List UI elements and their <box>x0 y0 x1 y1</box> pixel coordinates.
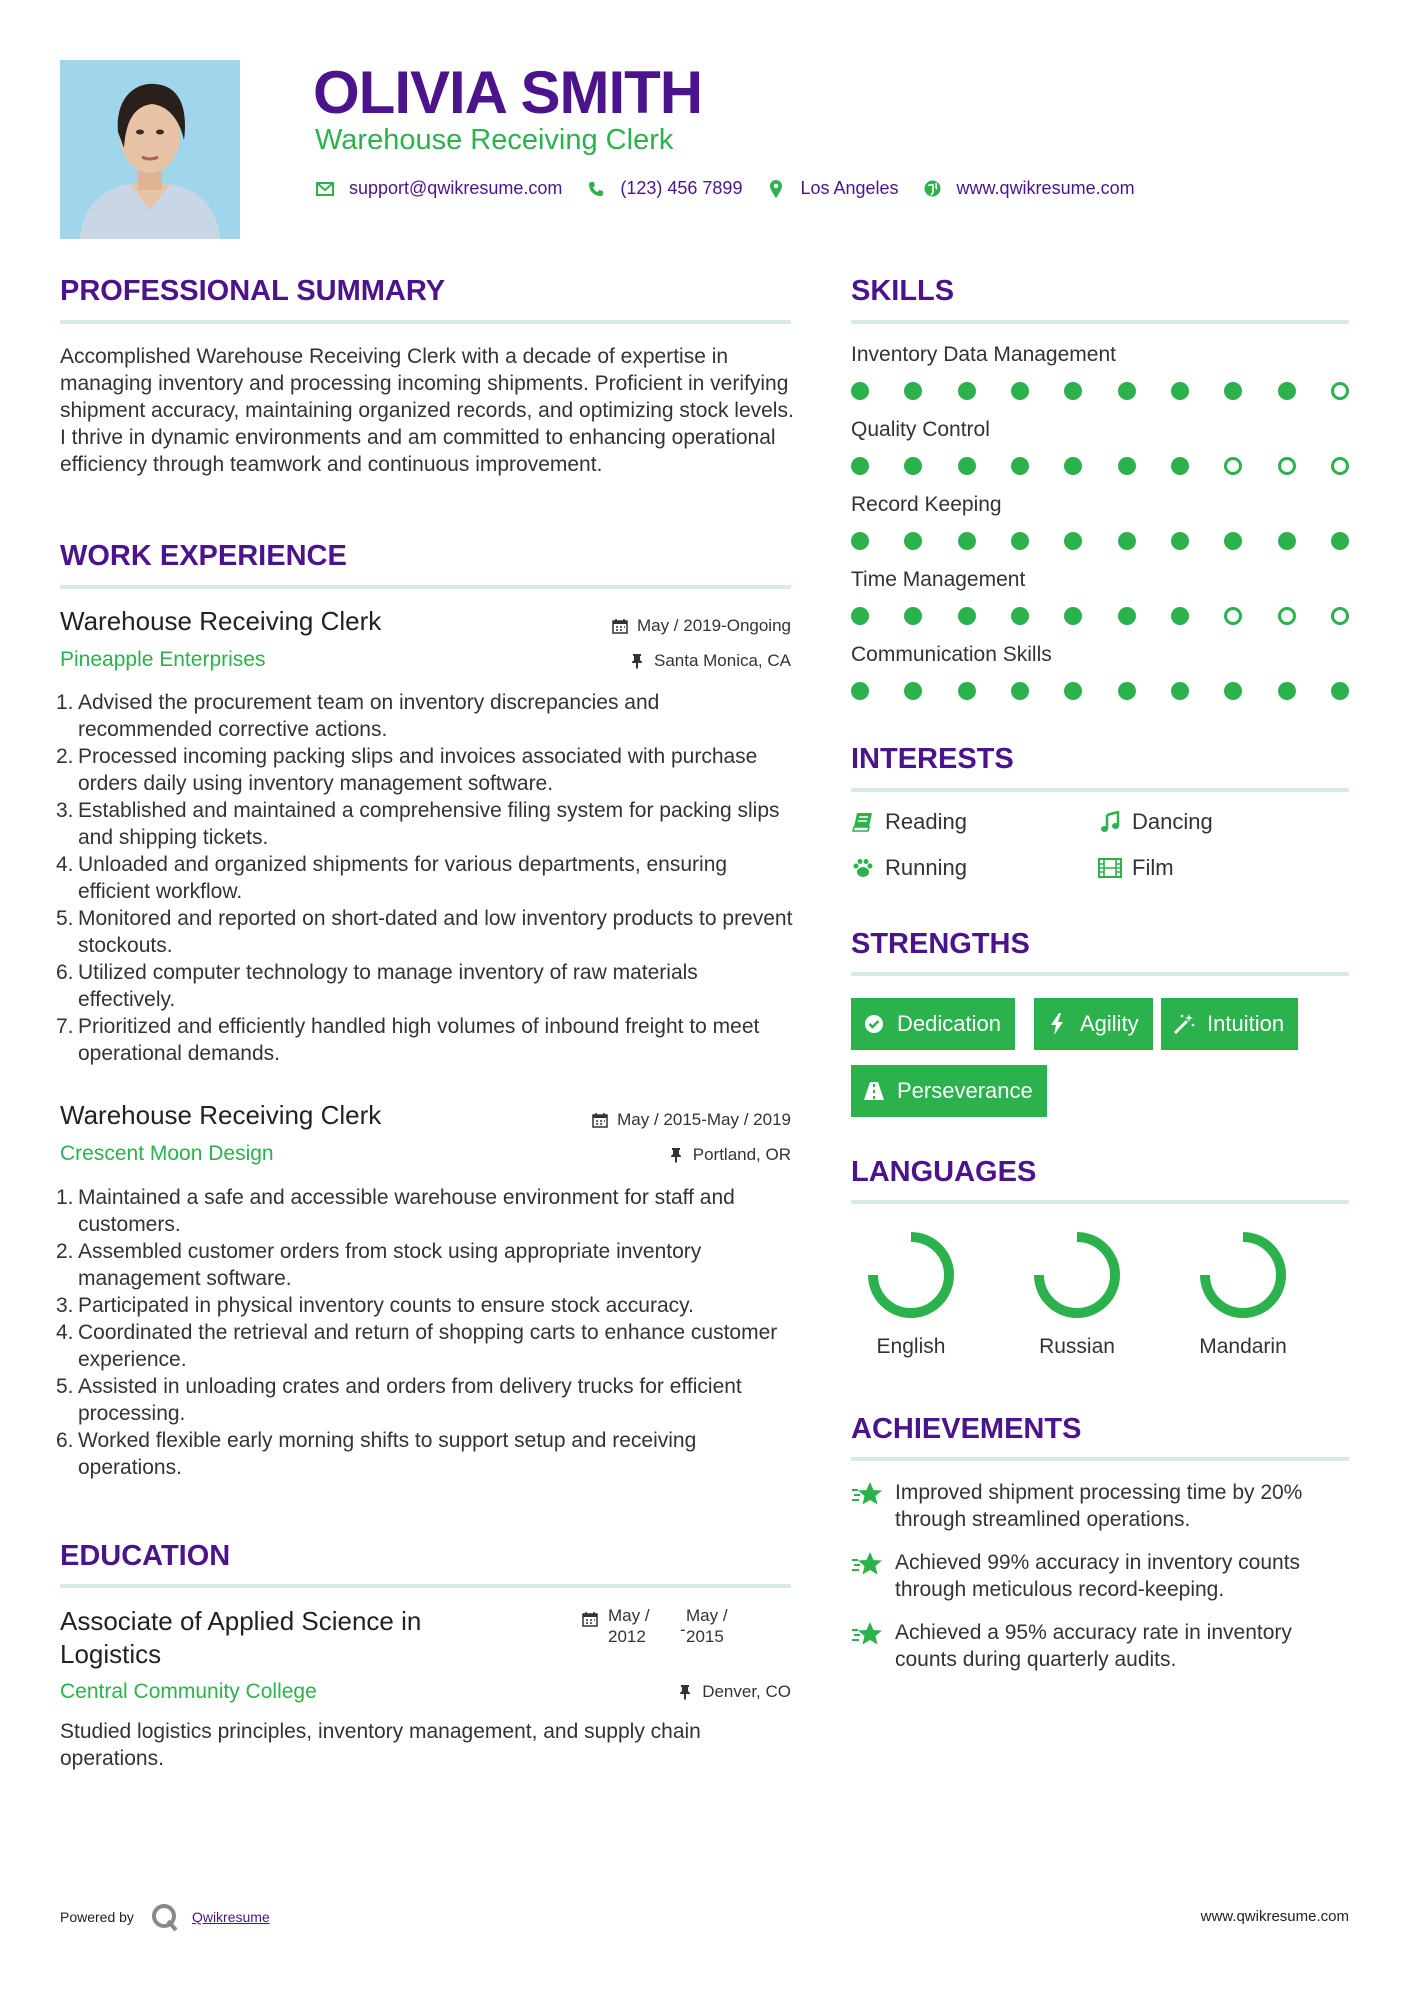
footer-powered-by <box>60 1902 270 1932</box>
footer-website[interactable]: www.qwikresume.com <box>1200 1908 1349 1925</box>
education-location <box>676 1682 791 1702</box>
language-item <box>1012 1225 1142 1359</box>
skill-dot-filled <box>1011 682 1029 700</box>
phone-text: (123) 456 7899 <box>620 178 743 198</box>
skill-dot-filled <box>1224 382 1242 400</box>
skill-dot-filled <box>851 532 869 550</box>
job-dates <box>611 616 791 636</box>
list-item: 5. Assisted in unloading crates and orders from delivery trucks for efficient processing. <box>56 1375 742 1425</box>
skill-dot-filled <box>1278 382 1296 400</box>
portrait-image <box>60 60 240 239</box>
candidate-name: OLIVIA SMITH <box>313 59 703 126</box>
interest-item <box>851 855 967 881</box>
language-item <box>846 1225 976 1359</box>
list-item: 5. Monitored and reported on short-dated and low inventory products to prevent stockouts. <box>56 907 793 957</box>
summary-heading: PROFESSIONAL SUMMARY <box>60 275 446 307</box>
skill-dot-filled <box>1171 682 1189 700</box>
skill-dot-filled <box>1011 382 1029 400</box>
language-label: Russian <box>1039 1335 1115 1358</box>
skill-dot-filled <box>1171 382 1189 400</box>
degree-line: Logistics <box>60 1639 162 1669</box>
skill-rating <box>851 606 1349 626</box>
skill-dot-filled <box>1224 532 1242 550</box>
skill-dot-filled <box>904 682 922 700</box>
music-note-icon <box>1098 810 1122 834</box>
contact-phone[interactable] <box>586 178 742 199</box>
list-item: 2. Processed incoming packing slips and invoices associated with purchase orders daily using inventory management software. <box>56 745 758 795</box>
achievements-heading: ACHIEVEMENTS <box>851 1413 1082 1445</box>
skill-dot-filled <box>1064 682 1082 700</box>
powered-by-text: Powered by <box>60 1909 134 1925</box>
contact-bar <box>315 178 1159 199</box>
achievement-text: Improved shipment processing time by 20% through streamlined operations. <box>895 1481 1303 1531</box>
calendar-icon <box>611 617 629 635</box>
list-item: 2. Assembled customer orders from stock using appropriate inventory management software. <box>56 1240 702 1290</box>
achievement-text: Achieved 99% accuracy in inventory counts through meticulous record-keeping. <box>895 1551 1301 1601</box>
skill-dot-filled <box>1278 532 1296 550</box>
list-item: 3. Established and maintained a comprehensive filing system for packing slips and shipping tickets. <box>56 799 780 849</box>
strengths-divider <box>851 972 1349 976</box>
skill-dot-filled <box>1064 457 1082 475</box>
job-title: Warehouse Receiving Clerk <box>60 1100 382 1130</box>
skill-dot-filled <box>851 682 869 700</box>
language-progress-arc <box>1205 1237 1281 1313</box>
job-company: Pineapple Enterprises <box>60 648 266 671</box>
skill-dot-filled <box>851 382 869 400</box>
list-item: 6. Worked flexible early morning shifts to support setup and receiving operations. <box>56 1429 697 1479</box>
skill-dot-empty <box>1331 457 1349 475</box>
calendar-icon <box>582 1611 600 1629</box>
summary-text: Accomplished Warehouse Receiving Clerk with a decade of expertise in managing inventory and processing incoming shipments. Proficient in verifying shipment accuracy, maintaining organized records, and optimizing stock levels. I thrive in dynamic environments and am committed to enhancing operational efficiency through teamwork and continuous improvement. <box>60 345 794 476</box>
job-responsibilities <box>56 1184 796 1481</box>
list-item: 1. Advised the procurement team on inventory discrepancies and recommended corrective actions. <box>56 691 660 741</box>
list-item: 4. Unloaded and organized shipments for various departments, ensuring efficient workflow. <box>56 853 728 903</box>
skill-dot-filled <box>958 682 976 700</box>
contact-website[interactable] <box>923 178 1135 199</box>
location-text: Los Angeles <box>800 178 899 198</box>
interest-item <box>1098 855 1174 881</box>
skill-dot-filled <box>1171 607 1189 625</box>
list-item: 3. Participated in physical inventory counts to ensure stock accuracy. <box>56 1294 694 1317</box>
skill-dot-filled <box>1118 682 1136 700</box>
list-item: 4. Coordinated the retrieval and return of shopping carts to enhance customer experience. <box>56 1321 778 1371</box>
skill-dot-filled <box>1118 382 1136 400</box>
skill-dot-filled <box>851 607 869 625</box>
skills-divider <box>851 320 1349 324</box>
job-location <box>628 651 791 671</box>
language-progress-arc <box>1039 1237 1115 1313</box>
skill-dot-empty <box>1224 607 1242 625</box>
qwikresume-link[interactable]: Qwikresume <box>191 1909 270 1925</box>
interest-label: Film <box>1132 855 1174 880</box>
job-location-text: Portland, OR <box>692 1145 791 1164</box>
date-separator: - <box>680 1620 686 1639</box>
achievement-item <box>851 1619 1351 1673</box>
language-item <box>1178 1225 1308 1359</box>
email-text: support@qwikresume.com <box>349 178 563 198</box>
strength-badge <box>851 1065 1047 1117</box>
skill-dot-filled <box>904 457 922 475</box>
skill-rating <box>851 456 1349 476</box>
school-name: Central Community College <box>60 1680 317 1703</box>
magic-wand-icon <box>1173 1013 1195 1035</box>
qwikresume-logo-icon <box>150 1902 180 1932</box>
skills-heading: SKILLS <box>851 275 955 307</box>
skill-rating <box>851 531 1349 551</box>
skill-name: Record Keeping <box>851 493 1002 516</box>
list-item: 6. Utilized computer technology to manage inventory of raw materials effectively. <box>56 961 698 1011</box>
strengths-heading: STRENGTHS <box>851 928 1030 960</box>
language-ring <box>861 1225 961 1325</box>
interests-heading: INTERESTS <box>851 743 1014 775</box>
education-location-text: Denver, CO <box>702 1682 791 1701</box>
strength-label: Agility <box>1080 1011 1139 1036</box>
star-icon <box>851 1549 895 1579</box>
interest-item <box>851 809 967 835</box>
globe-icon <box>923 179 943 199</box>
job-dates <box>591 1110 791 1130</box>
strength-badge <box>1161 998 1298 1050</box>
skill-dot-filled <box>958 607 976 625</box>
skill-dot-empty <box>1278 457 1296 475</box>
language-ring <box>1193 1225 1293 1325</box>
check-circle-icon <box>863 1013 885 1035</box>
achievement-item <box>851 1479 1351 1533</box>
skill-dot-filled <box>1331 682 1349 700</box>
skill-rating <box>851 381 1349 401</box>
interest-label: Running <box>885 855 967 880</box>
degree-title <box>60 1605 421 1671</box>
pushpin-icon <box>628 652 646 670</box>
envelope-icon <box>315 179 335 199</box>
language-label: English <box>876 1335 946 1358</box>
skill-name: Communication Skills <box>851 643 1052 666</box>
interest-label: Dancing <box>1132 809 1213 834</box>
job-responsibilities <box>56 689 796 1067</box>
end-date: May / 2015 <box>686 1606 728 1646</box>
phone-icon <box>586 179 606 199</box>
skill-dot-filled <box>1064 607 1082 625</box>
strength-label: Dedication <box>897 1011 1001 1036</box>
job-dates-text: May / 2019-Ongoing <box>636 616 791 635</box>
language-progress-arc <box>873 1237 949 1313</box>
language-ring <box>1027 1225 1127 1325</box>
interest-label: Reading <box>885 809 967 834</box>
skill-dot-filled <box>904 382 922 400</box>
education-dates <box>582 1605 728 1647</box>
strength-label: Intuition <box>1207 1011 1285 1036</box>
list-item: 7. Prioritized and efficiently handled high volumes of inbound freight to meet operational demands. <box>56 1015 760 1065</box>
skill-name: Quality Control <box>851 418 990 441</box>
contact-email[interactable] <box>315 178 562 199</box>
road-icon <box>863 1080 885 1102</box>
skill-dot-filled <box>958 457 976 475</box>
interests-divider <box>851 788 1349 792</box>
strength-label: Perseverance <box>897 1078 1033 1103</box>
calendar-icon <box>591 1111 609 1129</box>
skill-dot-filled <box>958 532 976 550</box>
language-label: Mandarin <box>1199 1335 1287 1358</box>
skill-dot-filled <box>1064 382 1082 400</box>
education-divider <box>60 1584 791 1588</box>
education-description: Studied logistics principles, inventory management, and supply chain operations. <box>60 1720 701 1770</box>
skill-dot-filled <box>1171 457 1189 475</box>
education-heading: EDUCATION <box>60 1540 231 1572</box>
skill-dot-filled <box>1118 532 1136 550</box>
achievements-divider <box>851 1457 1349 1461</box>
candidate-title: Warehouse Receiving Clerk <box>315 124 674 156</box>
skill-dot-empty <box>1331 607 1349 625</box>
skill-dot-filled <box>1278 682 1296 700</box>
film-icon <box>1098 856 1122 880</box>
achievement-text: Achieved a 95% accuracy rate in inventory counts during quarterly audits. <box>895 1621 1292 1671</box>
skill-dot-filled <box>958 382 976 400</box>
job-dates-text: May / 2015-May / 2019 <box>617 1110 791 1129</box>
interest-item <box>1098 809 1213 835</box>
experience-heading: WORK EXPERIENCE <box>60 540 347 572</box>
skill-dot-filled <box>1118 457 1136 475</box>
skill-dot-filled <box>904 607 922 625</box>
skill-dot-filled <box>904 532 922 550</box>
experience-divider <box>60 585 791 589</box>
skill-dot-filled <box>851 457 869 475</box>
profile-photo <box>60 60 240 239</box>
list-item: 1. Maintained a safe and accessible warehouse environment for staff and customers. <box>56 1186 735 1236</box>
skill-dot-filled <box>1118 607 1136 625</box>
star-icon <box>851 1619 895 1649</box>
website-text: www.qwikresume.com <box>956 178 1135 198</box>
skill-dot-empty <box>1331 382 1349 400</box>
skill-dot-filled <box>1224 682 1242 700</box>
pushpin-icon <box>676 1683 694 1701</box>
skill-rating <box>851 681 1349 701</box>
paw-icon <box>851 856 875 880</box>
achievement-item <box>851 1549 1351 1603</box>
skill-dot-filled <box>1011 457 1029 475</box>
skill-dot-empty <box>1224 457 1242 475</box>
start-date: May / 2012 <box>608 1606 650 1646</box>
skill-name: Inventory Data Management <box>851 343 1116 366</box>
skill-dot-filled <box>1064 532 1082 550</box>
languages-divider <box>851 1200 1349 1204</box>
star-icon <box>851 1479 895 1509</box>
job-company: Crescent Moon Design <box>60 1142 274 1165</box>
skill-name: Time Management <box>851 568 1026 591</box>
contact-location <box>766 178 898 199</box>
strength-badge <box>1034 998 1153 1050</box>
pushpin-icon <box>667 1146 685 1164</box>
languages-heading: LANGUAGES <box>851 1156 1037 1188</box>
book-icon <box>851 810 875 834</box>
lightning-bolt-icon <box>1046 1013 1068 1035</box>
strength-badge <box>851 998 1015 1050</box>
skill-dot-filled <box>1011 607 1029 625</box>
summary-divider <box>60 320 791 324</box>
degree-line: Associate of Applied Science in <box>60 1606 422 1636</box>
skill-dot-filled <box>1011 532 1029 550</box>
skill-dot-filled <box>1171 532 1189 550</box>
job-location-text: Santa Monica, CA <box>653 651 791 670</box>
skill-dot-empty <box>1278 607 1296 625</box>
skill-dot-filled <box>1331 532 1349 550</box>
job-title: Warehouse Receiving Clerk <box>60 606 382 636</box>
job-location <box>667 1145 791 1165</box>
map-pin-icon <box>766 179 786 199</box>
